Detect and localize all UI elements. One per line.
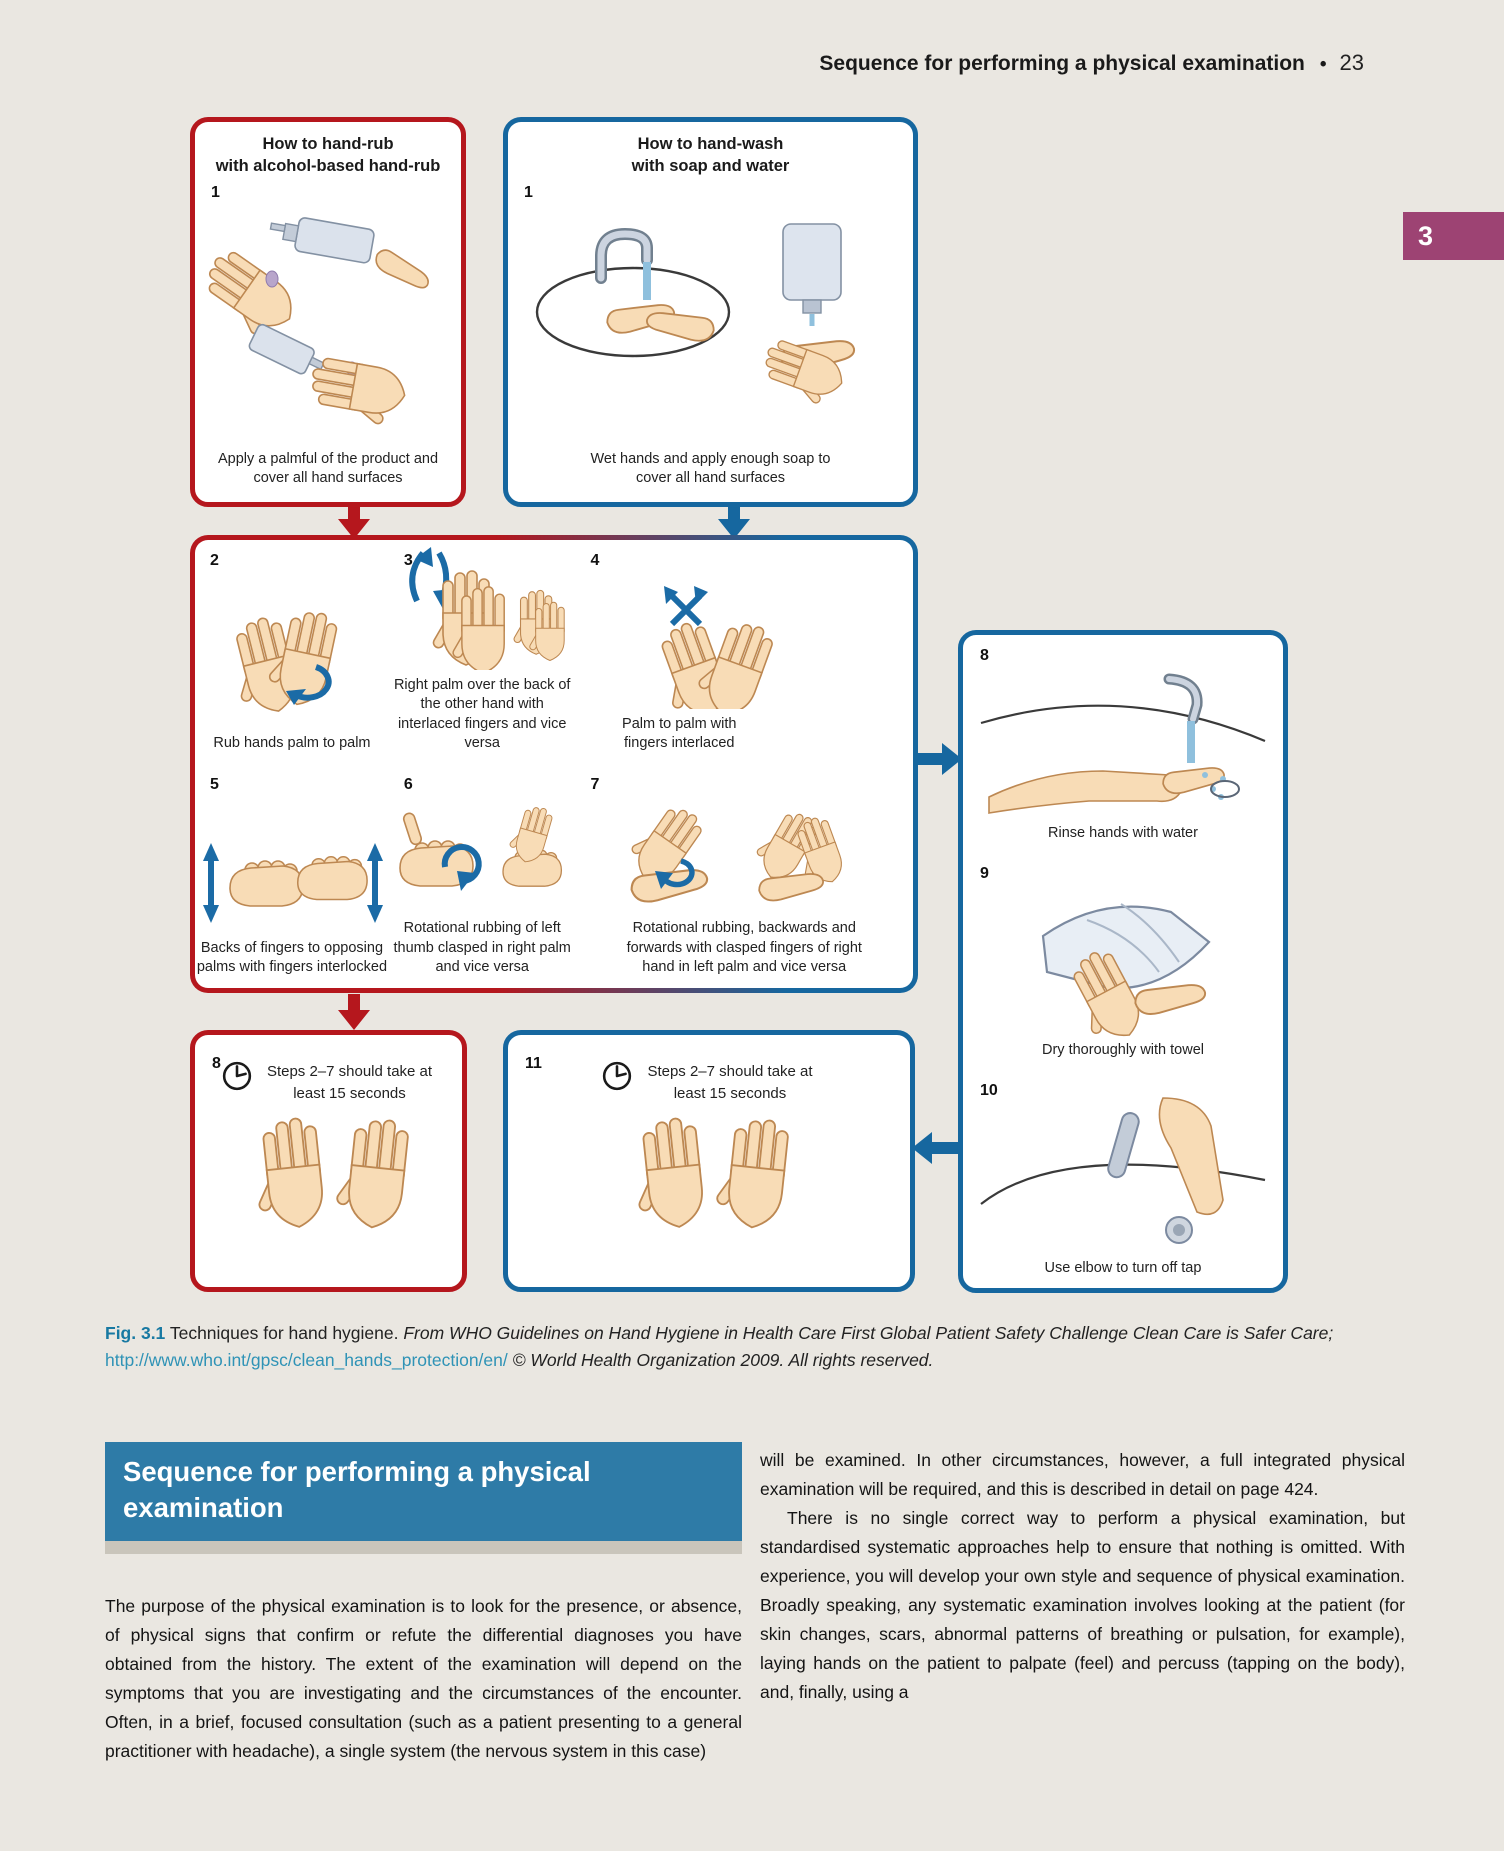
fingers-interlaced-illustration <box>644 584 844 709</box>
chapter-tab: 3 <box>1403 212 1504 260</box>
step-number: 1 <box>524 184 533 201</box>
handrub-dispense-illustration <box>208 215 448 430</box>
flow-arrow-right-blue <box>914 743 962 775</box>
flow-arrow-down-red2 <box>338 994 370 1030</box>
step-number: 2 <box>210 552 219 569</box>
step-caption: Rub hands palm to palm <box>213 735 371 752</box>
step-number: 4 <box>590 552 600 569</box>
heading-underbar <box>105 1541 742 1554</box>
step-number: 3 <box>403 552 413 569</box>
step-caption: Palm to palm with fingers interlaced <box>622 715 737 752</box>
handrub-box-title: How to hand-rub with alcohol-based hand-rub <box>215 135 441 175</box>
palm-to-palm-illustration <box>212 603 372 728</box>
header-bullet: • <box>1319 54 1327 75</box>
figure-label: Fig. 3.1 <box>105 1323 166 1343</box>
who-link[interactable]: http://www.who.int/gpsc/clean_hands_protection/en/ <box>105 1350 508 1371</box>
step-caption: Apply a palmful of the product and cover all hand surfaces <box>217 450 439 487</box>
rinse-hands-illustration <box>973 671 1273 821</box>
figure-caption-text: Techniques for hand hygiene. <box>169 1323 399 1343</box>
step-cell-3 <box>389 540 576 764</box>
step-cell-9 <box>963 853 1283 1071</box>
right-column <box>760 1446 1405 1707</box>
sink-and-soap-illustration <box>521 212 901 432</box>
section-heading-block <box>105 1442 742 1554</box>
step-caption: Wet hands and apply enough soap to cover all hand surfaces <box>590 450 831 487</box>
left-column <box>105 1592 742 1766</box>
figure-rights: © World Health Organization 2009. All rights reserved. <box>512 1350 934 1371</box>
step-number: 10 <box>980 1082 998 1100</box>
handwash-box-title: How to hand-wash with soap and water <box>631 135 790 175</box>
step-caption: Backs of fingers to opposing palms with fingers interlocked <box>196 939 388 976</box>
step-caption: Use elbow to turn off tap <box>1044 1260 1202 1277</box>
step-number: 6 <box>403 776 413 793</box>
step-caption: Rinse hands with water <box>1048 824 1198 841</box>
interlocked-fists-illustration <box>197 833 387 933</box>
body-paragraph: will be examined. In other circumstances, however, a full integrated physical examination will be required, and this is described in detail on page 424. <box>760 1450 1405 1499</box>
section-heading: Sequence for performing a physical examination <box>105 1442 742 1541</box>
timer-caption: Steps 2–7 should take at least 15 seconds <box>266 1063 433 1102</box>
step-number: 11 <box>525 1055 542 1072</box>
step-cell-8 <box>963 635 1283 853</box>
flow-arrow-down-blue <box>718 503 750 539</box>
figure-caption <box>105 1320 1407 1374</box>
palm-over-back-illustration <box>387 545 577 670</box>
step-cell-4 <box>576 540 913 764</box>
handrub-timer-box <box>190 1030 467 1292</box>
timer-caption: Steps 2–7 should take at least 15 seconds <box>647 1063 813 1102</box>
wash-steps-box <box>958 630 1288 1293</box>
step-number: 5 <box>210 776 219 793</box>
thumb-rub-illustration <box>387 803 577 913</box>
clock-icon <box>602 1061 632 1091</box>
step-number: 1 <box>211 184 220 201</box>
step-caption: Dry thoroughly with towel <box>1042 1042 1204 1059</box>
open-hands-illustration <box>219 1111 439 1241</box>
step-caption: Rotational rubbing, backwards and forwards with clasped fingers of right hand in left palm and vice versa <box>626 920 862 976</box>
running-header <box>819 50 1364 76</box>
running-header-title: Sequence for performing a physical examination <box>819 52 1305 75</box>
step-caption: Rotational rubbing of left thumb clasped in right palm and vice versa <box>393 920 571 976</box>
figure-source: From WHO Guidelines on Hand Hygiene in Health Care First Global Patient Safety Challenge Clean Care is Safer Care; <box>403 1323 1334 1343</box>
clock-icon <box>222 1061 252 1091</box>
page-number: 23 <box>1339 50 1364 75</box>
elbow-tap-illustration <box>973 1096 1273 1256</box>
handwash-timer-box <box>503 1030 915 1292</box>
flow-arrow-down-red <box>338 503 370 539</box>
step-cell-6 <box>389 764 576 988</box>
fingertips-rub-illustration <box>619 803 869 913</box>
handwash-step1-box <box>503 117 918 507</box>
step-number: 9 <box>980 864 989 882</box>
step-cell-5 <box>195 764 389 988</box>
handrub-step1-box <box>190 117 466 507</box>
body-paragraph: The purpose of the physical examination is to look for the presence, or absence, of physical signs that confirm or refute the differential diagnoses you have obtained from the history. The extent of the examination will depend on the symptoms that you are investigating and the circumstances of the encounter. Often, in a brief, focused consultation (such as a patient presenting to a general practitioner with headache), a single system (the nervous system in this case) <box>105 1596 742 1761</box>
step-number: 8 <box>212 1055 221 1072</box>
open-hands-illustration <box>599 1111 819 1241</box>
step-cell-7 <box>576 764 913 988</box>
step-cell-10 <box>963 1070 1283 1288</box>
step-number: 8 <box>980 647 989 664</box>
step-caption: Right palm over the back of the other hand with interlaced fingers and vice versa <box>393 676 571 752</box>
step-cell-2 <box>195 540 389 764</box>
dry-with-towel-illustration <box>983 888 1263 1038</box>
step-number: 7 <box>590 776 600 793</box>
rub-steps-box <box>190 535 918 993</box>
flow-arrow-left-blue <box>912 1132 960 1164</box>
body-paragraph: There is no single correct way to perform a physical examination, but standardised systematic approaches help to ensure that nothing is omitted. With experience, you will develop your own style and sequence of physical examination. Broadly speaking, any systematic examination involves looking at the patient (for skin changes, scars, abnormal patterns of breathing or pulsation, for example), laying hands on the patient to palpate (feel) and percuss (tapping on the body), and, finally, using a <box>760 1508 1405 1702</box>
